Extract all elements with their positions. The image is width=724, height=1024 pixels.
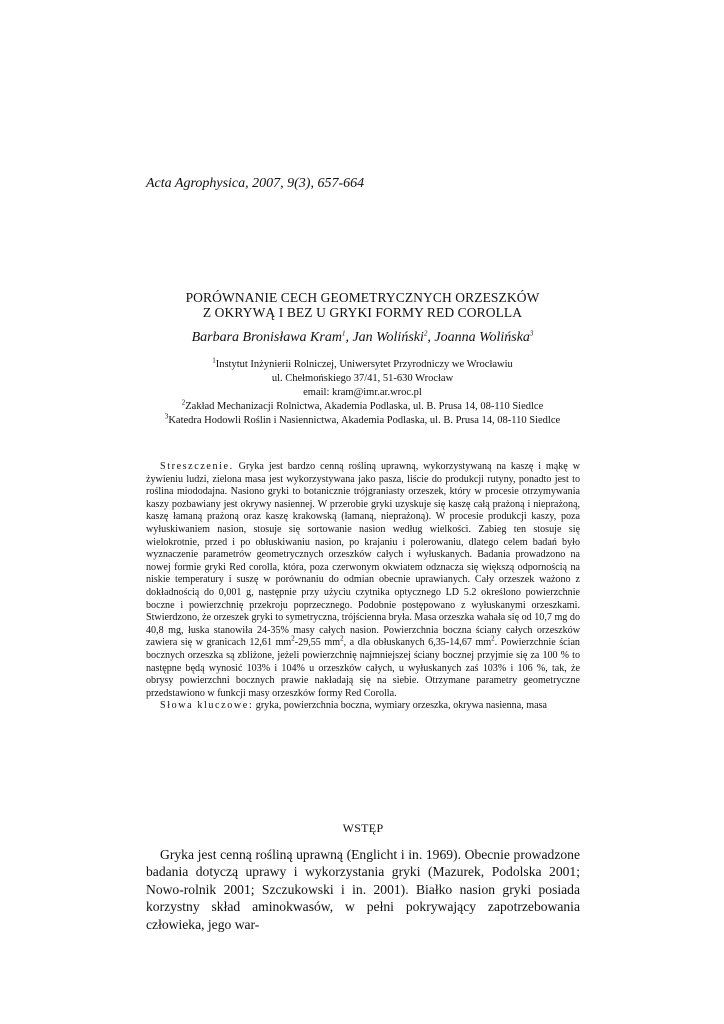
abstract	[146, 461, 580, 713]
affiliation-line: ul. Chełmońskiego 37/41, 51-630 Wrocław	[271, 373, 454, 384]
author-affiliation-number: 2	[423, 329, 428, 338]
author-affiliation-number: 1	[341, 329, 346, 338]
affiliation-line: $^3$Katedra Hodowli Roślin i Nasiennictwa, Akademia Podlaska, ul. B. Prusa 14, 08-110 Siedlce	[164, 412, 561, 426]
abstract-label: Streszczenie.	[160, 461, 234, 472]
affiliation-email: email: kram@imr.ar.wroc.pl	[303, 387, 422, 398]
title-line-2: Z OKRYWĄ I BEZ U GRYKI FORMY RED COROLLA	[202, 305, 523, 320]
journal-citation: Acta Agrophysica, 2007, 9(3), 657-664	[146, 176, 365, 191]
keywords-label: Słowa kluczowe:	[160, 700, 254, 712]
keywords-text: gryka, powierzchnia boczna, wymiary orzeszka, okrywa nasienna, masa	[253, 700, 547, 712]
author-name: Joanna Wolińska	[434, 330, 530, 345]
affiliation-line: $^1$Instytut Inżynierii Rolniczej, Uniwersytet Przyrodniczy we Wrocławiu	[212, 356, 513, 370]
paper-title	[146, 290, 579, 320]
body-paragraph: Gryka jest cenną rośliną uprawną (Englicht i in. 1969). Obecnie prowadzone badania dotyczą uprawy i wykorzystania gryki (Mazurek, Podolska 2001; Nowo-rolnik 2001; Szczukowski i in. 2001). Białko nasion gryki posiada korzystny skład aminokwasów, w pełni pokrywający zapotrzebowania człowieka, jego war-	[146, 847, 580, 932]
author-name: Barbara Bronisława Kram	[191, 330, 342, 345]
author-affiliation-number: 3	[529, 329, 534, 338]
affiliations	[146, 358, 579, 428]
section-heading: WSTĘP	[342, 821, 384, 835]
author-list	[146, 330, 579, 346]
title-line-1: PORÓWNANIE CECH GEOMETRYCZNYCH ORZESZKÓW	[185, 290, 540, 305]
author-separator: ,	[345, 330, 353, 345]
author-name: Jan Woliński	[352, 330, 424, 345]
keywords	[146, 700, 580, 713]
abstract-text: Streszczenie. Gryka jest bardzo cenną rośliną uprawną, wykorzystywaną na kaszę i mąkę w żywieniu ludzi, zielona masa jest wykorzystywana jako pasza, liście do produkcji rutyny, ponadto jest to roślina miododajna. Nasiono gryki to botanicznie trójgraniasty orzeszek, który w procesie otrzymywania kaszy pozbawiany jest okrywy nasiennej. W przerobie gryki uzyskuje się kaszę całą prażoną i nieprażoną, kaszę łamaną prażoną oraz kaszę krakowską (łamaną, nieprażoną). W procesie produkcji kaszy, poza wyłuskiwaniem nasion, stosuje się sortowanie nasion według wielkości. Zabieg ten stosuje się wielokrotnie, przed i po obłuskiwaniu nasion, po krajaniu i polerowaniu, dlatego celem badań było wyznaczenie parametrów geometrycznych orzeszków całych i wyłuskanych. Badania prowadzono na nowej formie gryki Red corolla, która, poza czerwonym okwiatem odznacza się większą odpornością na niskie temperatury i suszę w porównaniu do odmian obecnie uprawianych. Cały orzeszek ważono z dokładnością do 0,001 g, następnie przy użyciu czytnika optycznego LD 5.2 określono powierzchnie boczne i powierzchnię przekroju poprzecznego. Podobnie postępowano z wyłuskanymi orzeszkami. Stwierdzono, że orzeszek gryki to symetryczna, trójścienna bryła. Masa orzeszka wahała się od 10,7 mg do 40,8 mg, łuska stanowiła 24-35% masy całych nasion. Powierzchnia boczna ściany całych orzeszków zawiera się w granicach 12,61 $mm^2-29,55$ $mm^2$, a dla obłuskanych 6,35-14,67 $mm^2$. Powierzchnie ścian bocznych orzeszka są zbliżone, jeżeli powierzchnię najmniejszej ściany bocznej przyjmie się za 100 % to następne będą wynosić 103% i 104% u orzeszków całych, u wyłuskanych zaś 103% i 106 %, tak, że obrysy powierzchni bocznych prawie nakładają się na siebie. Otrzymane parametry geometryczne przedstawiono w funkcji masy orzeszków formy Red Corolla.	[146, 461, 580, 699]
body-text	[146, 846, 580, 933]
author-separator: ,	[427, 330, 435, 345]
affiliation-line: $^2$Zakład Mechanizacji Rolnictwa, Akademia Podlaska, ul. B. Prusa 14, 08-110 Siedlce	[181, 398, 544, 412]
